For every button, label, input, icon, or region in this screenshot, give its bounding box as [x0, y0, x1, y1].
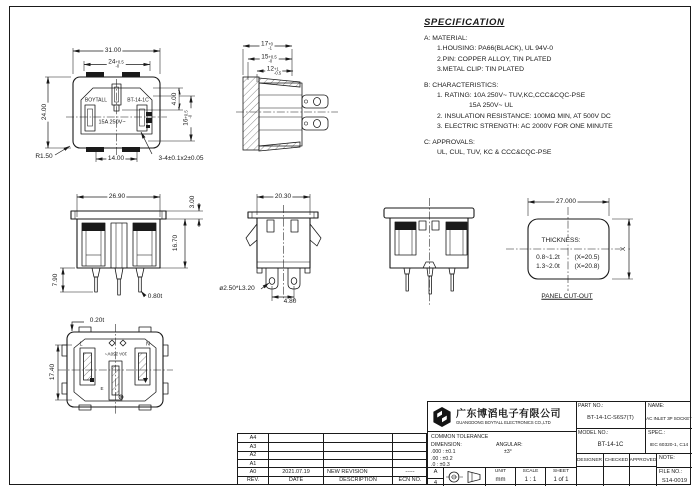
- front-rating-text: 15A 250V~: [98, 119, 126, 126]
- part-no-label: PART NO.:: [578, 403, 604, 409]
- rev-cell: [324, 434, 393, 442]
- part-no-cell: [576, 402, 646, 428]
- dim-front-radius: R1.50: [35, 152, 53, 160]
- unit-label: UNIT: [494, 469, 507, 474]
- rev-cell: [269, 434, 324, 442]
- scale-cell: [516, 468, 546, 486]
- dim-rear-pin-thickness: 0.80t: [147, 292, 163, 300]
- rev-cell: [324, 459, 393, 467]
- rev-cell: NEW REVISION: [324, 467, 393, 475]
- dim-section-15: 15 +0.5 -0: [261, 53, 277, 64]
- unit-value: mm: [495, 477, 506, 483]
- approved-cell: [630, 453, 657, 486]
- cert-marks: [146, 112, 152, 128]
- sheet-value: 1 of 1: [553, 477, 569, 483]
- dim-bottom-clip-thickness: 0.20t: [89, 316, 105, 324]
- dim-side-pitch: 4.80: [283, 297, 297, 305]
- dim-rear-width: 26.90: [108, 192, 126, 200]
- rear-view-2: [384, 198, 474, 305]
- rev-header-rev: REV.: [238, 476, 269, 484]
- rev-cell: [269, 442, 324, 450]
- specification-title: SPECIFICATION: [424, 17, 505, 28]
- tolerance-title: COMMON TOLERANCE: [431, 434, 489, 440]
- name-label: NAME:: [648, 403, 665, 409]
- rev-cell: [269, 451, 324, 459]
- cutout-row2-left: 1.3~2.0t: [536, 262, 560, 270]
- dim-rear-pin-length: 7.90: [51, 273, 59, 287]
- dim-section-12: 12 +1 -0.5: [266, 65, 282, 76]
- title-block: [427, 401, 691, 485]
- bottom-mark-earth: E: [100, 385, 104, 391]
- scale-value: 1 : 1: [524, 477, 537, 483]
- model-no-value: BT-14-1C: [597, 442, 624, 448]
- dim-section-17: 17 +0 -1: [260, 40, 274, 51]
- model-no-cell: [576, 428, 646, 453]
- specification-block: [424, 17, 690, 158]
- scale-label: SCALE: [522, 469, 539, 474]
- panel-cutout-view: [506, 198, 633, 291]
- angular-label: ANGULAR:: [496, 441, 523, 448]
- spec-rating-1: 1. RATING: 10A 250V~ TUV,KC,CCC&CQC-PSE: [437, 92, 586, 100]
- section-view: [236, 46, 338, 151]
- rev-cell: 2021.07.19: [269, 467, 324, 475]
- spec-characteristics-label: B: CHARACTERISTICS:: [424, 81, 499, 89]
- note-cell: [657, 454, 692, 467]
- sheet-label: SHEET: [553, 469, 569, 474]
- dim-front-overall-width: 31.00: [104, 46, 122, 54]
- dim-front-pin-pitch: 14.00: [107, 154, 125, 162]
- side-view: [246, 194, 321, 301]
- rev-cell: [393, 459, 427, 467]
- sheet-info-row: [428, 467, 576, 486]
- rev-cell: [393, 451, 427, 459]
- cutout-row1-right: (X=20.5): [574, 253, 600, 261]
- rev-header-description: DESCRIPTION: [324, 476, 393, 484]
- paper-size-cell: [428, 468, 444, 486]
- dim-rear-flange: 3.00: [188, 195, 196, 209]
- spec-rating-2: 15A 250V~ UL: [469, 102, 514, 110]
- front-brand-text: BOYTALL: [84, 97, 108, 104]
- name-value: AC INLET 3P SOCKET: [646, 416, 692, 421]
- company-logo: [431, 406, 453, 428]
- note-file-column: [657, 453, 692, 486]
- name-cell: [646, 402, 692, 428]
- spec-value: IEC 60320-1, C14: [649, 443, 689, 448]
- revision-table: [237, 433, 427, 485]
- file-no-value: S14-0019: [661, 478, 688, 484]
- dim-front-opening-height: 16 +0.5 -0: [182, 110, 193, 126]
- dim-bottom-height: 17.40: [48, 363, 56, 381]
- part-no-value: BT-14-1C-S6S7(T): [587, 415, 634, 421]
- dim-rear-body: 16.70: [171, 234, 179, 252]
- rev-cell: A0: [238, 467, 269, 475]
- dimension-label: DIMENSION:: [431, 441, 462, 448]
- rev-cell: A4: [238, 434, 269, 442]
- dim-side-boss: ø2.50*L3.20: [219, 284, 255, 292]
- tolerance-row-3: .0 : ±0.3: [431, 462, 450, 467]
- angular-value: ±3°: [504, 449, 512, 455]
- spec-material-label: A: MATERIAL:: [424, 35, 468, 42]
- spec-electric-strength: 3. ELECTRIC STRENGTH: AC 2000V FOR ONE MINUTE: [437, 123, 613, 131]
- rev-header-date: DATE: [269, 476, 324, 484]
- dim-front-opening-width: 24 +0.5 -0: [108, 58, 124, 69]
- file-no-label: FILE NO.:: [659, 469, 683, 475]
- cutout-caption: PANEL CUT-OUT: [541, 292, 593, 300]
- rev-cell: -----: [393, 467, 427, 475]
- unit-cell: [486, 468, 516, 486]
- company-name-en: GUANGDONG BOYTALL ELECTRONICS CO.,LTD: [456, 419, 551, 425]
- designer-label: DESIGNER: [576, 454, 603, 467]
- dim-side-width: 20.30: [274, 192, 292, 200]
- paper-size-number: 4: [428, 478, 443, 487]
- spec-approvals-label: C: APPROVALS:: [424, 138, 475, 146]
- company-name-cn: 广东博滔电子有限公司: [456, 408, 561, 420]
- dim-cutout-width: 27.000: [556, 197, 576, 205]
- cutout-row2-right: (X=20.8): [574, 262, 600, 270]
- dim-front-pin-offset: 4.00: [170, 92, 178, 106]
- spec-insulation: 2. INSULATION RESISTANCE: 100MΩ MIN, AT 500V DC: [437, 112, 611, 120]
- model-no-label: MODEL NO.:: [578, 430, 609, 436]
- dim-cutout-x: X: [619, 246, 627, 252]
- bottom-mark-neutral: N: [146, 341, 150, 348]
- front-model-text: BT-14-1C: [127, 97, 149, 104]
- tolerance-cell: [428, 431, 576, 467]
- rev-cell: [393, 434, 427, 442]
- company-cell: [428, 402, 576, 431]
- spec-cell: [646, 428, 692, 453]
- tolerance-row-2: .00 : ±0.2: [431, 455, 453, 462]
- projection-symbol-icon: [444, 468, 484, 486]
- rev-cell: [269, 459, 324, 467]
- rev-cell: A1: [238, 459, 269, 467]
- bottom-rating-text: 10A 250V~: [104, 351, 128, 357]
- projection-cell: [444, 468, 486, 486]
- rev-cell: A3: [238, 442, 269, 450]
- dim-front-slots: 3-4±0.1x2±0.05: [158, 154, 204, 162]
- spec-label: SPEC.:: [648, 430, 666, 436]
- rev-cell: [324, 442, 393, 450]
- bottom-view: [55, 322, 173, 414]
- sheet-cell: [546, 468, 576, 486]
- tolerance-row-1: .000 : ±0.1: [431, 449, 456, 455]
- cutout-row1-left: 0.8~1.2t: [536, 253, 560, 261]
- spec-approvals-list: UL, CUL, TUV, KC & CCC&CQC-PSE: [437, 149, 552, 157]
- paper-size-letter: A: [433, 469, 438, 475]
- note-label: NOTE:: [659, 455, 675, 461]
- approved-label: APPROVED: [630, 454, 656, 467]
- rev-cell: A2: [238, 451, 269, 459]
- spec-material-clip: 3.METAL CLIP: TIN PLATED: [437, 66, 524, 74]
- spec-material-pin: 2.PIN: COPPER ALLOY, TIN PLATED: [437, 55, 552, 63]
- dim-front-overall-height: 24.00: [40, 103, 48, 121]
- rear-view: [60, 194, 203, 296]
- cutout-thickness-label: THICKNESS:: [541, 236, 581, 244]
- bottom-mark-line: L: [79, 341, 83, 348]
- checked-cell: [604, 453, 630, 486]
- rev-header-ecn: ECN NO.: [393, 476, 427, 484]
- checked-label: CHECKED: [604, 454, 629, 467]
- rev-cell: [393, 442, 427, 450]
- rev-cell: [324, 451, 393, 459]
- designer-cell: [576, 453, 604, 486]
- file-no-cell: [657, 467, 692, 486]
- spec-material-housing: 1.HOUSING: PA66(BLACK), UL 94V-0: [437, 45, 553, 53]
